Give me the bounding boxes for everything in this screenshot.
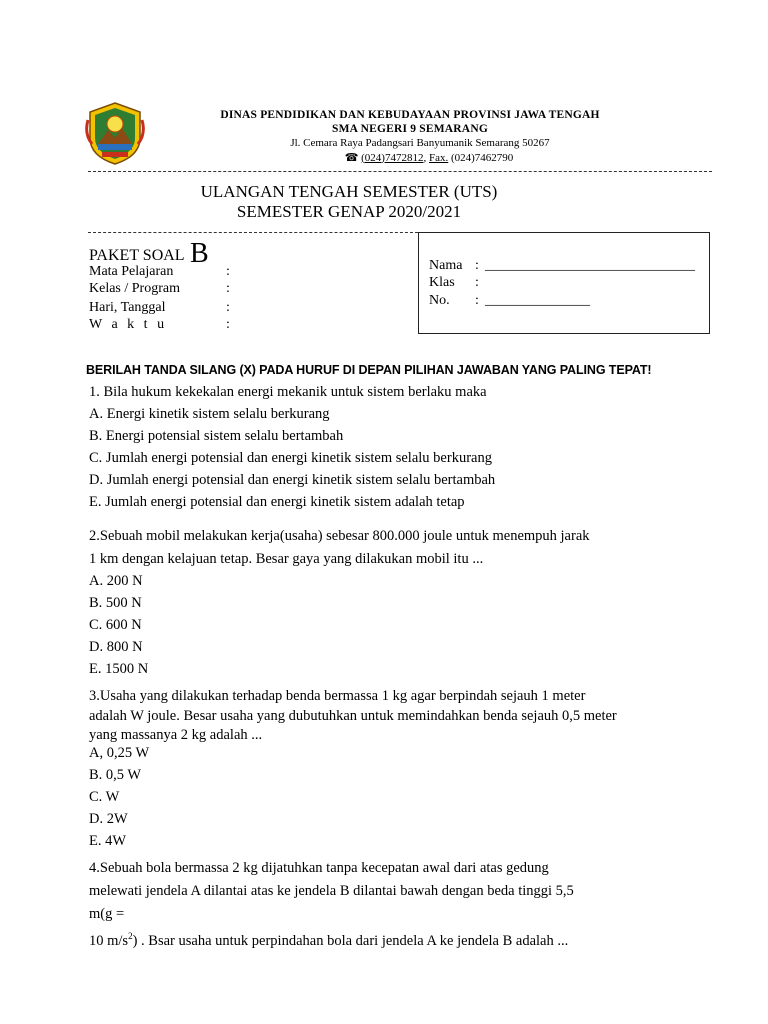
fax-number: (024)7462790 (448, 151, 514, 164)
identity-no (429, 293, 590, 309)
school-name: SMA NEGERI 9 SEMARANG (332, 123, 488, 136)
question-4-stem-line1: 4.Sebuah bola bermassa 2 kg dijatuhkan tanpa kecepatan awal dari atas gedung (89, 860, 549, 876)
field-label: Hari, Tanggal (89, 300, 166, 315)
question-2-option-c: C. 600 N (89, 617, 142, 633)
provincial-emblem-logo (84, 100, 146, 166)
field-waktu (89, 317, 230, 333)
identity-colon: : (475, 293, 479, 308)
question-2-stem-line2: 1 km dengan kelajuan tetap. Besar gaya yang dilakukan mobil itu ... (89, 551, 484, 567)
question-3-stem-line2: adalah W joule. Besar usaha yang dubutuhkan untuk memindahkan benda sejauh 0,5 meter (89, 708, 617, 724)
field-label: Mata Pelajaran (89, 264, 174, 279)
question-2-option-a: A. 200 N (89, 573, 143, 589)
field-colon: : (226, 264, 230, 279)
question-4-stem-line3: m(g = (89, 906, 125, 922)
school-address: Jl. Cemara Raya Padangsari Banyumanik Semarang 50267 (290, 137, 550, 150)
paket-code: B (189, 238, 209, 269)
field-label: Kelas / Program (89, 281, 180, 296)
question-3-option-c: C. W (89, 789, 120, 805)
identity-klas (429, 275, 479, 291)
identity-colon: : (475, 258, 479, 273)
question-2-option-e: E. 1500 N (89, 661, 149, 677)
identity-nama (429, 258, 695, 274)
field-colon: : (226, 281, 230, 296)
question-2-option-b: B. 500 N (89, 595, 142, 611)
no-blank-line: _______________ (485, 293, 590, 308)
question-2-stem-line1: 2.Sebuah mobil melakukan kerja(usaha) sebesar 800.000 joule untuk menempuh jarak (89, 528, 590, 544)
question-1-option-c: C. Jumlah energi potensial dan energi kinetik sistem selalu berkurang (89, 450, 492, 466)
field-mata-pelajaran (89, 264, 230, 280)
gravity-value: 10 m/s (89, 932, 129, 949)
office-name: DINAS PENDIDIKAN DAN KEBUDAYAAN PROVINSI JAWA TENGAH (220, 109, 600, 121)
question-3-stem-line1: 3.Usaha yang dilakukan terhadap benda bermassa 1 kg agar berpindah sejauh 1 meter (89, 688, 586, 704)
fax-separator: , (423, 151, 429, 164)
field-label: W a k t u (89, 317, 168, 332)
telephone-icon: ☎ (344, 151, 359, 164)
paket-label: PAKET SOAL (89, 247, 188, 264)
fax-label: Fax. (428, 151, 449, 164)
question-3-option-a: A, 0,25 W (89, 745, 150, 761)
question-1-option-a: A. Energi kinetik sistem selalu berkurang (89, 406, 330, 422)
field-hari-tanggal (89, 300, 230, 316)
student-identity-box (418, 232, 710, 334)
exam-semester: SEMESTER GENAP 2020/2021 (236, 202, 462, 221)
section-divider (88, 232, 418, 233)
question-1-stem: 1. Bila hukum kekekalan energi mekanik untuk sistem berlaku maka (89, 384, 487, 400)
identity-label: No. (429, 293, 450, 308)
question-4-stem-line2: melewati jendela A dilantai atas ke jendela B dilantai bawah dengan beda tinggi 5,5 (89, 883, 574, 899)
nama-blank-line: ______________________________ (485, 258, 695, 273)
question-1-option-b: B. Energi potensial sistem selalu bertambah (89, 428, 344, 444)
instruction: BERILAH TANDA SILANG (X) PADA HURUF DI DEPAN PILIHAN JAWABAN YANG PALING TEPAT! (86, 363, 652, 377)
question-3-option-e: E. 4W (89, 833, 127, 849)
question-3-option-d: D. 2W (89, 811, 128, 827)
identity-colon: : (475, 275, 479, 290)
identity-label: Nama (429, 258, 463, 273)
exam-title: ULANGAN TENGAH SEMESTER (UTS) (200, 182, 498, 201)
field-kelas-program (89, 281, 230, 297)
question-4-ask: ) . Bsar usaha untuk perpindahan bola dari jendela A ke jendela B adalah ... (132, 932, 569, 949)
letterhead-divider (88, 171, 712, 172)
question-3-stem-line3: yang massanya 2 kg adalah ... (89, 727, 263, 743)
identity-label: Klas (429, 275, 455, 290)
contact-line (170, 151, 650, 165)
question-2-option-d: D. 800 N (89, 639, 143, 655)
question-3-option-b: B. 0,5 W (89, 767, 142, 783)
question-1-option-d: D. Jumlah energi potensial dan energi kinetik sistem selalu bertambah (89, 472, 496, 488)
question-4-stem-line4 (89, 927, 568, 950)
question-1-option-e: E. Jumlah energi potensial dan energi kinetik sistem adalah tetap (89, 494, 465, 510)
field-colon: : (226, 300, 230, 315)
gravity-exponent: 2 (128, 931, 133, 941)
phone-number: (024)7472812 (361, 151, 424, 164)
field-colon: : (226, 317, 230, 332)
letterhead (170, 108, 650, 165)
